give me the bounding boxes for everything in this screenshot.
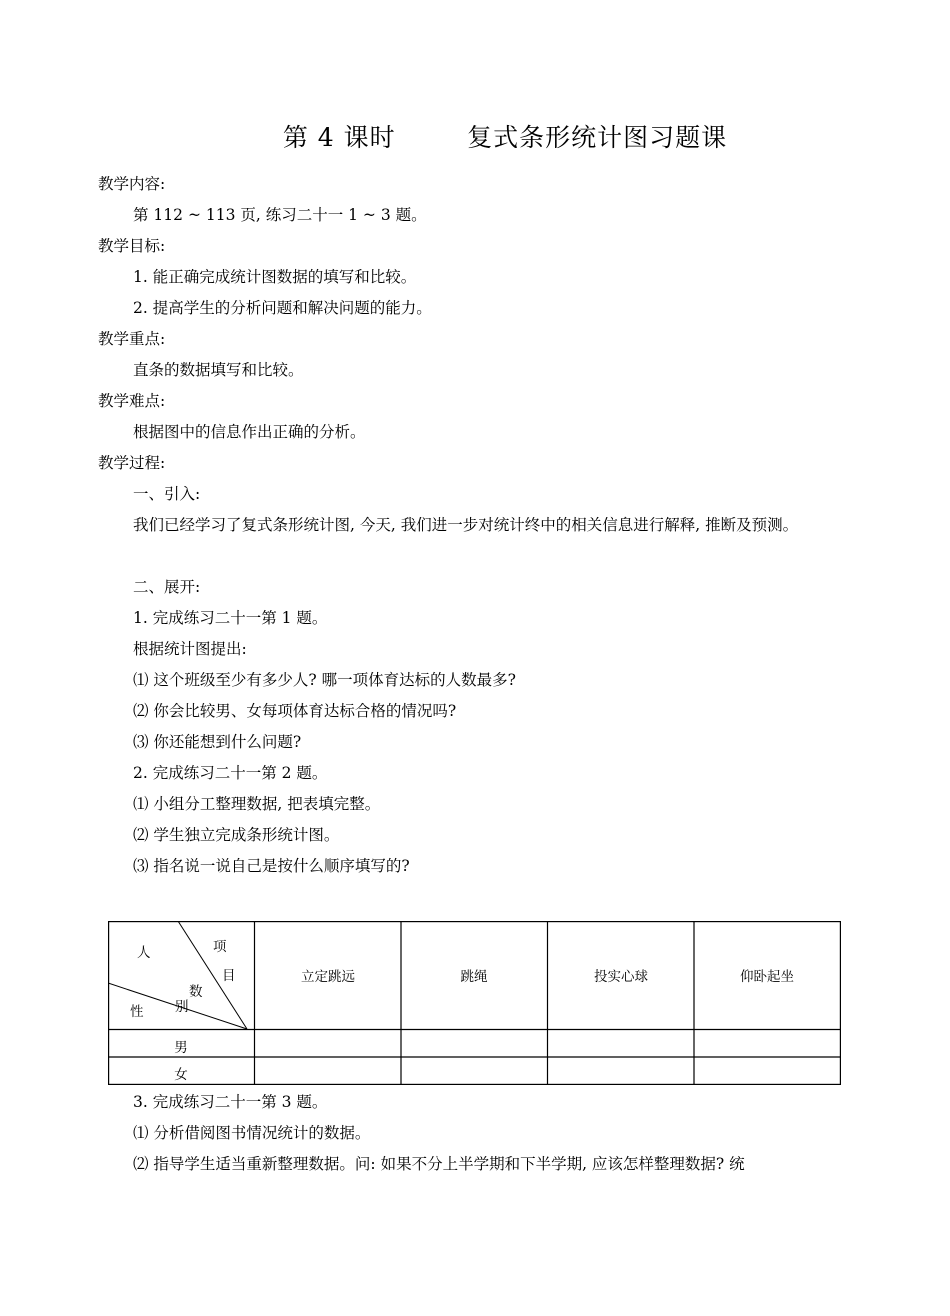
intro-paragraph: 我们已经学习了复式条形统计图, 今天, 我们进一步对统计终中的相关信息进行解释, 推断及预测。 xyxy=(133,516,799,534)
goal-label: 教学目标: xyxy=(98,237,166,255)
column-header: 投实心球 xyxy=(594,969,648,985)
corner-label-ren: 人 xyxy=(137,945,151,961)
task-2-step-1: ⑴ 小组分工整理数据, 把表填完整。 xyxy=(133,795,381,813)
intro-label: 一、引入: xyxy=(133,485,201,503)
key-text: 直条的数据填写和比较。 xyxy=(133,361,304,379)
corner-label-bie: 别 xyxy=(175,999,189,1015)
page-title: 第 4 课时 复式条形统计图习题课 xyxy=(282,123,728,152)
difficulty-text: 根据图中的信息作出正确的分析。 xyxy=(133,423,366,441)
content-label: 教学内容: xyxy=(98,175,166,193)
column-header: 仰卧起坐 xyxy=(740,969,794,985)
task-1-question-1: ⑴ 这个班级至少有多少人? 哪一项体育达标的人数最多? xyxy=(133,671,516,689)
task-1: 1. 完成练习二十一第 1 题。 xyxy=(133,609,328,627)
task-1-question-3: ⑶ 你还能想到什么问题? xyxy=(133,733,302,751)
task-3-step-2: ⑵ 指导学生适当重新整理数据。问: 如果不分上半学期和下半学期, 应该怎样整理数据? 统 xyxy=(133,1155,745,1173)
task-3-step-1: ⑴ 分析借阅图书情况统计的数据。 xyxy=(133,1124,371,1142)
column-header: 立定跳远 xyxy=(301,969,355,985)
corner-label-shu: 数 xyxy=(189,984,203,1000)
corner-label-xiang: 项 xyxy=(213,939,227,955)
content-text: 第 112 ~ 113 页, 练习二十一 1 ~ 3 题。 xyxy=(133,206,427,224)
goal-item-2: 2. 提高学生的分析问题和解决问题的能力。 xyxy=(133,299,432,317)
task-1-prompt: 根据统计图提出: xyxy=(133,640,247,658)
corner-label-mu: 目 xyxy=(222,968,236,984)
goal-item-1: 1. 能正确完成统计图数据的填写和比较。 xyxy=(133,268,417,286)
column-header: 跳绳 xyxy=(460,969,488,985)
row-label-female: 女 xyxy=(174,1067,188,1083)
task-2-step-2: ⑵ 学生独立完成条形统计图。 xyxy=(133,826,340,844)
key-label: 教学重点: xyxy=(98,330,166,348)
process-label: 教学过程: xyxy=(98,454,166,472)
difficulty-label: 教学难点: xyxy=(98,392,166,410)
corner-label-xing: 性 xyxy=(130,1004,144,1020)
task-1-question-2: ⑵ 你会比较男、女每项体育达标合格的情况吗? xyxy=(133,702,457,720)
task-2: 2. 完成练习二十一第 2 题。 xyxy=(133,764,328,782)
task-2-step-3: ⑶ 指名说一说自己是按什么顺序填写的? xyxy=(133,857,410,875)
task-3: 3. 完成练习二十一第 3 题。 xyxy=(133,1093,328,1111)
expand-label: 二、展开: xyxy=(133,578,201,596)
row-label-male: 男 xyxy=(174,1040,188,1056)
